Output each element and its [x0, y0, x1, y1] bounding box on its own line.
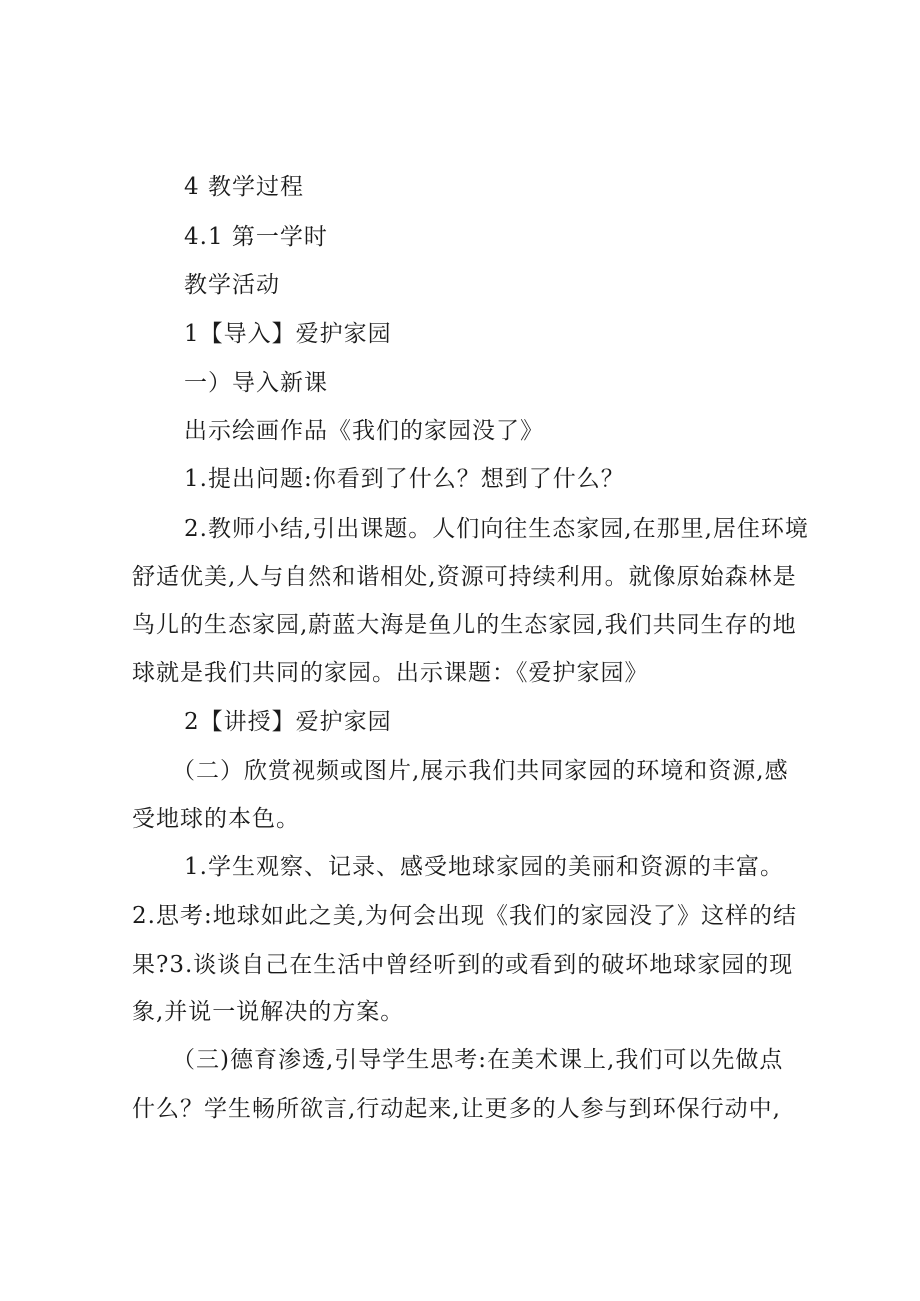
- part1-question2-line1: 2.教师小结,引出课题。人们向往生态家园,在那里,居住环境: [184, 516, 809, 542]
- part2-step2-line2: 受地球的本色。: [132, 806, 300, 832]
- part1-show-artwork: 出示绘画作品《我们的家园没了》: [184, 418, 544, 444]
- part2-item2-line2: 果?3.谈谈自己在生活中曾经听到的或看到的破坏地球家园的现: [132, 952, 794, 978]
- part1-question2-line3: 鸟儿的生态家园,蔚蓝大海是鱼儿的生态家园,我们共同生存的地: [132, 612, 797, 638]
- part2-item1: 1.学生观察、记录、感受地球家园的美丽和资源的丰富。: [184, 854, 784, 880]
- part2-step3-line1: （三)德育渗透,引导学生思考:在美术课上,我们可以先做点: [172, 1047, 784, 1073]
- part1-question2-line2: 舒适优美,人与自然和谐相处,资源可持续利用。就像原始森林是: [132, 564, 797, 590]
- part2-item2-line1: 2.思考:地球如此之美,为何会出现《我们的家园没了》这样的结: [132, 903, 798, 929]
- part2-step2-line1: （二）欣赏视频或图片,展示我们共同家园的环境和资源,感: [172, 758, 789, 784]
- part1-title: 1【导入】爱护家园: [184, 321, 392, 347]
- part2-item2-line3: 象,并说一说解决的方案。: [132, 999, 405, 1025]
- activity-title: 教学活动: [184, 272, 280, 298]
- part1-step: 一）导入新课: [184, 370, 328, 396]
- part2-step3-line2: 什么？学生畅所欲言,行动起来,让更多的人参与到环保行动中,: [132, 1096, 781, 1122]
- part2-title: 2【讲授】爱护家园: [184, 709, 392, 735]
- section-heading: 4 教学过程: [184, 174, 304, 200]
- part1-question2-line4: 球就是我们共同的家园。出示课题：《爱护家园》: [132, 660, 649, 686]
- part1-question1: 1.提出问题:你看到了什么？想到了什么？: [184, 466, 625, 492]
- subsection-heading: 4.1 第一学时: [184, 224, 328, 250]
